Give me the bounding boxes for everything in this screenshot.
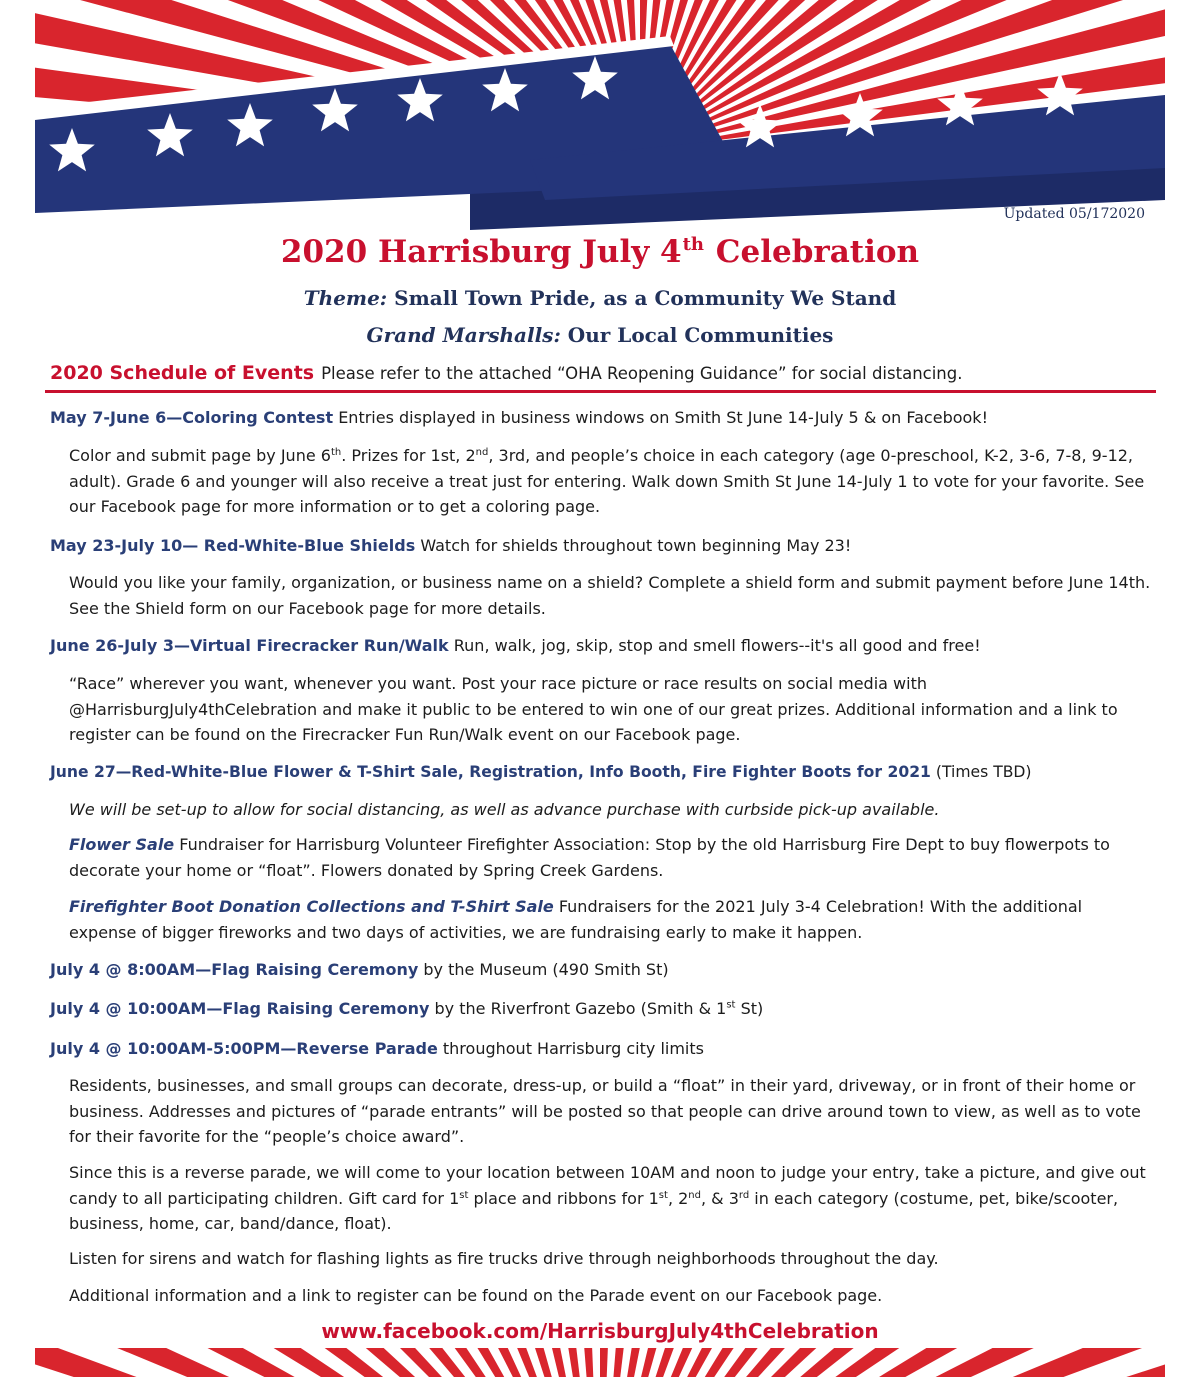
event-flag-raising-gazebo: July 4 @ 10:00AM—Flag Raising Ceremony by the Riverfront Gazebo (Smith & 1st St) [50,999,764,1018]
patriotic-banner [0,0,1200,230]
parade-sirens-note: Listen for sirens and watch for flashing lights as fire trucks drive through neighborhoods throughout the day. [69,1249,939,1268]
page-title: 2020 Harrisburg July 4th Celebration [280,234,920,270]
social-distancing-note: We will be set-up to allow for social distancing, as well as advance purchase with curbside pick-up available. [69,800,940,819]
event-coloring-contest: May 7-June 6—Coloring Contest Entries displayed in business windows on Smith St June 14-July 5 & on Facebook! [50,408,988,427]
coloring-contest-details: Color and submit page by June 6th. Prizes for 1st, 2nd, 3rd, and people’s choice in each category (age 0-preschool, K-2, 3-6, 7-8, 9-12, adult). Grade 6 and younger will also receive a treat just for entering. Walk down Smith St June 14-July 1 to vote for your favorite. See our Facebook page for more information or to get a coloring page. [69,446,1145,516]
boot-donation-details: Firefighter Boot Donation Collections and T-Shirt Sale Fundraisers for the 2021 July 3-4 Celebration! With the additional expense of bigger fireworks and two days of activities, we are fundraising early to make it happen. [69,897,1083,942]
theme-line: Theme: Small Town Pride, as a Community We Stand [303,286,897,310]
event-firecracker-run: June 26-July 3—Virtual Firecracker Run/Walk Run, walk, jog, skip, stop and smell flowers--it's all good and free! [50,636,981,655]
divider [45,390,1156,393]
firecracker-run-details: “Race” wherever you want, whenever you want. Post your race picture or race results on social media with @HarrisburgJuly4thCelebration and make it public to be entered to win one of our great prizes. Additional information and a link to register can be found on the Firecracker Fun Run/Walk event on our Facebook page. [69,674,1118,744]
event-shields: May 23-July 10— Red-White-Blue Shields Watch for shields throughout town beginning May 23! [50,536,852,555]
schedule-heading: 2020 Schedule of Events Please refer to the attached “OHA Reopening Guidance” for social distancing. [50,362,963,384]
event-reverse-parade: July 4 @ 10:00AM-5:00PM—Reverse Parade throughout Harrisburg city limits [50,1039,704,1058]
event-flower-sale: June 27—Red-White-Blue Flower & T-Shirt Sale, Registration, Info Booth, Fire Fighter Boots for 2021 (Times TBD) [50,763,1032,781]
event-flag-raising-museum: July 4 @ 8:00AM—Flag Raising Ceremony by the Museum (490 Smith St) [50,960,669,979]
facebook-link[interactable]: www.facebook.com/HarrisburgJuly4thCelebration [321,1319,879,1343]
parade-register-note: Additional information and a link to register can be found on the Parade event on our Facebook page. [69,1286,883,1305]
parade-details-1: Residents, businesses, and small groups can decorate, dress-up, or build a “float” in their yard, driveway, or in front of their home or business. Addresses and pictures of “parade entrants” will be posted so that people can drive around town to view, as well as to vote for their favorite for the “people’s choice award”. [69,1076,1141,1146]
shields-details: Would you like your family, organization, or business name on a shield? Complete a shield form and submit payment before June 14th. See the Shield form on our Facebook page for more details. [69,573,1151,618]
footer-sunburst-rays [0,1348,1200,1377]
parade-details-2: Since this is a reverse parade, we will come to your location between 10AM and noon to judge your entry, take a picture, and give out candy to all participating children. Gift card for 1st place and ribbons for 1st, 2nd, & 3rd in each category (costume, pet, bike/scooter, business, home, car, band/dance, float). [69,1163,1146,1233]
ray [600,1348,628,1377]
updated-date: Updated 05/172020 [1003,206,1145,222]
flower-sale-details: Flower Sale Fundraiser for Harrisburg Volunteer Firefighter Association: Stop by the old Harrisburg Fire Dept to buy flowerpots to decorate your home or “float”. Flowers donated by Spring Creek Gardens. [69,835,1110,880]
grand-marshals-line: Grand Marshalls: Our Local Communities [366,323,834,347]
